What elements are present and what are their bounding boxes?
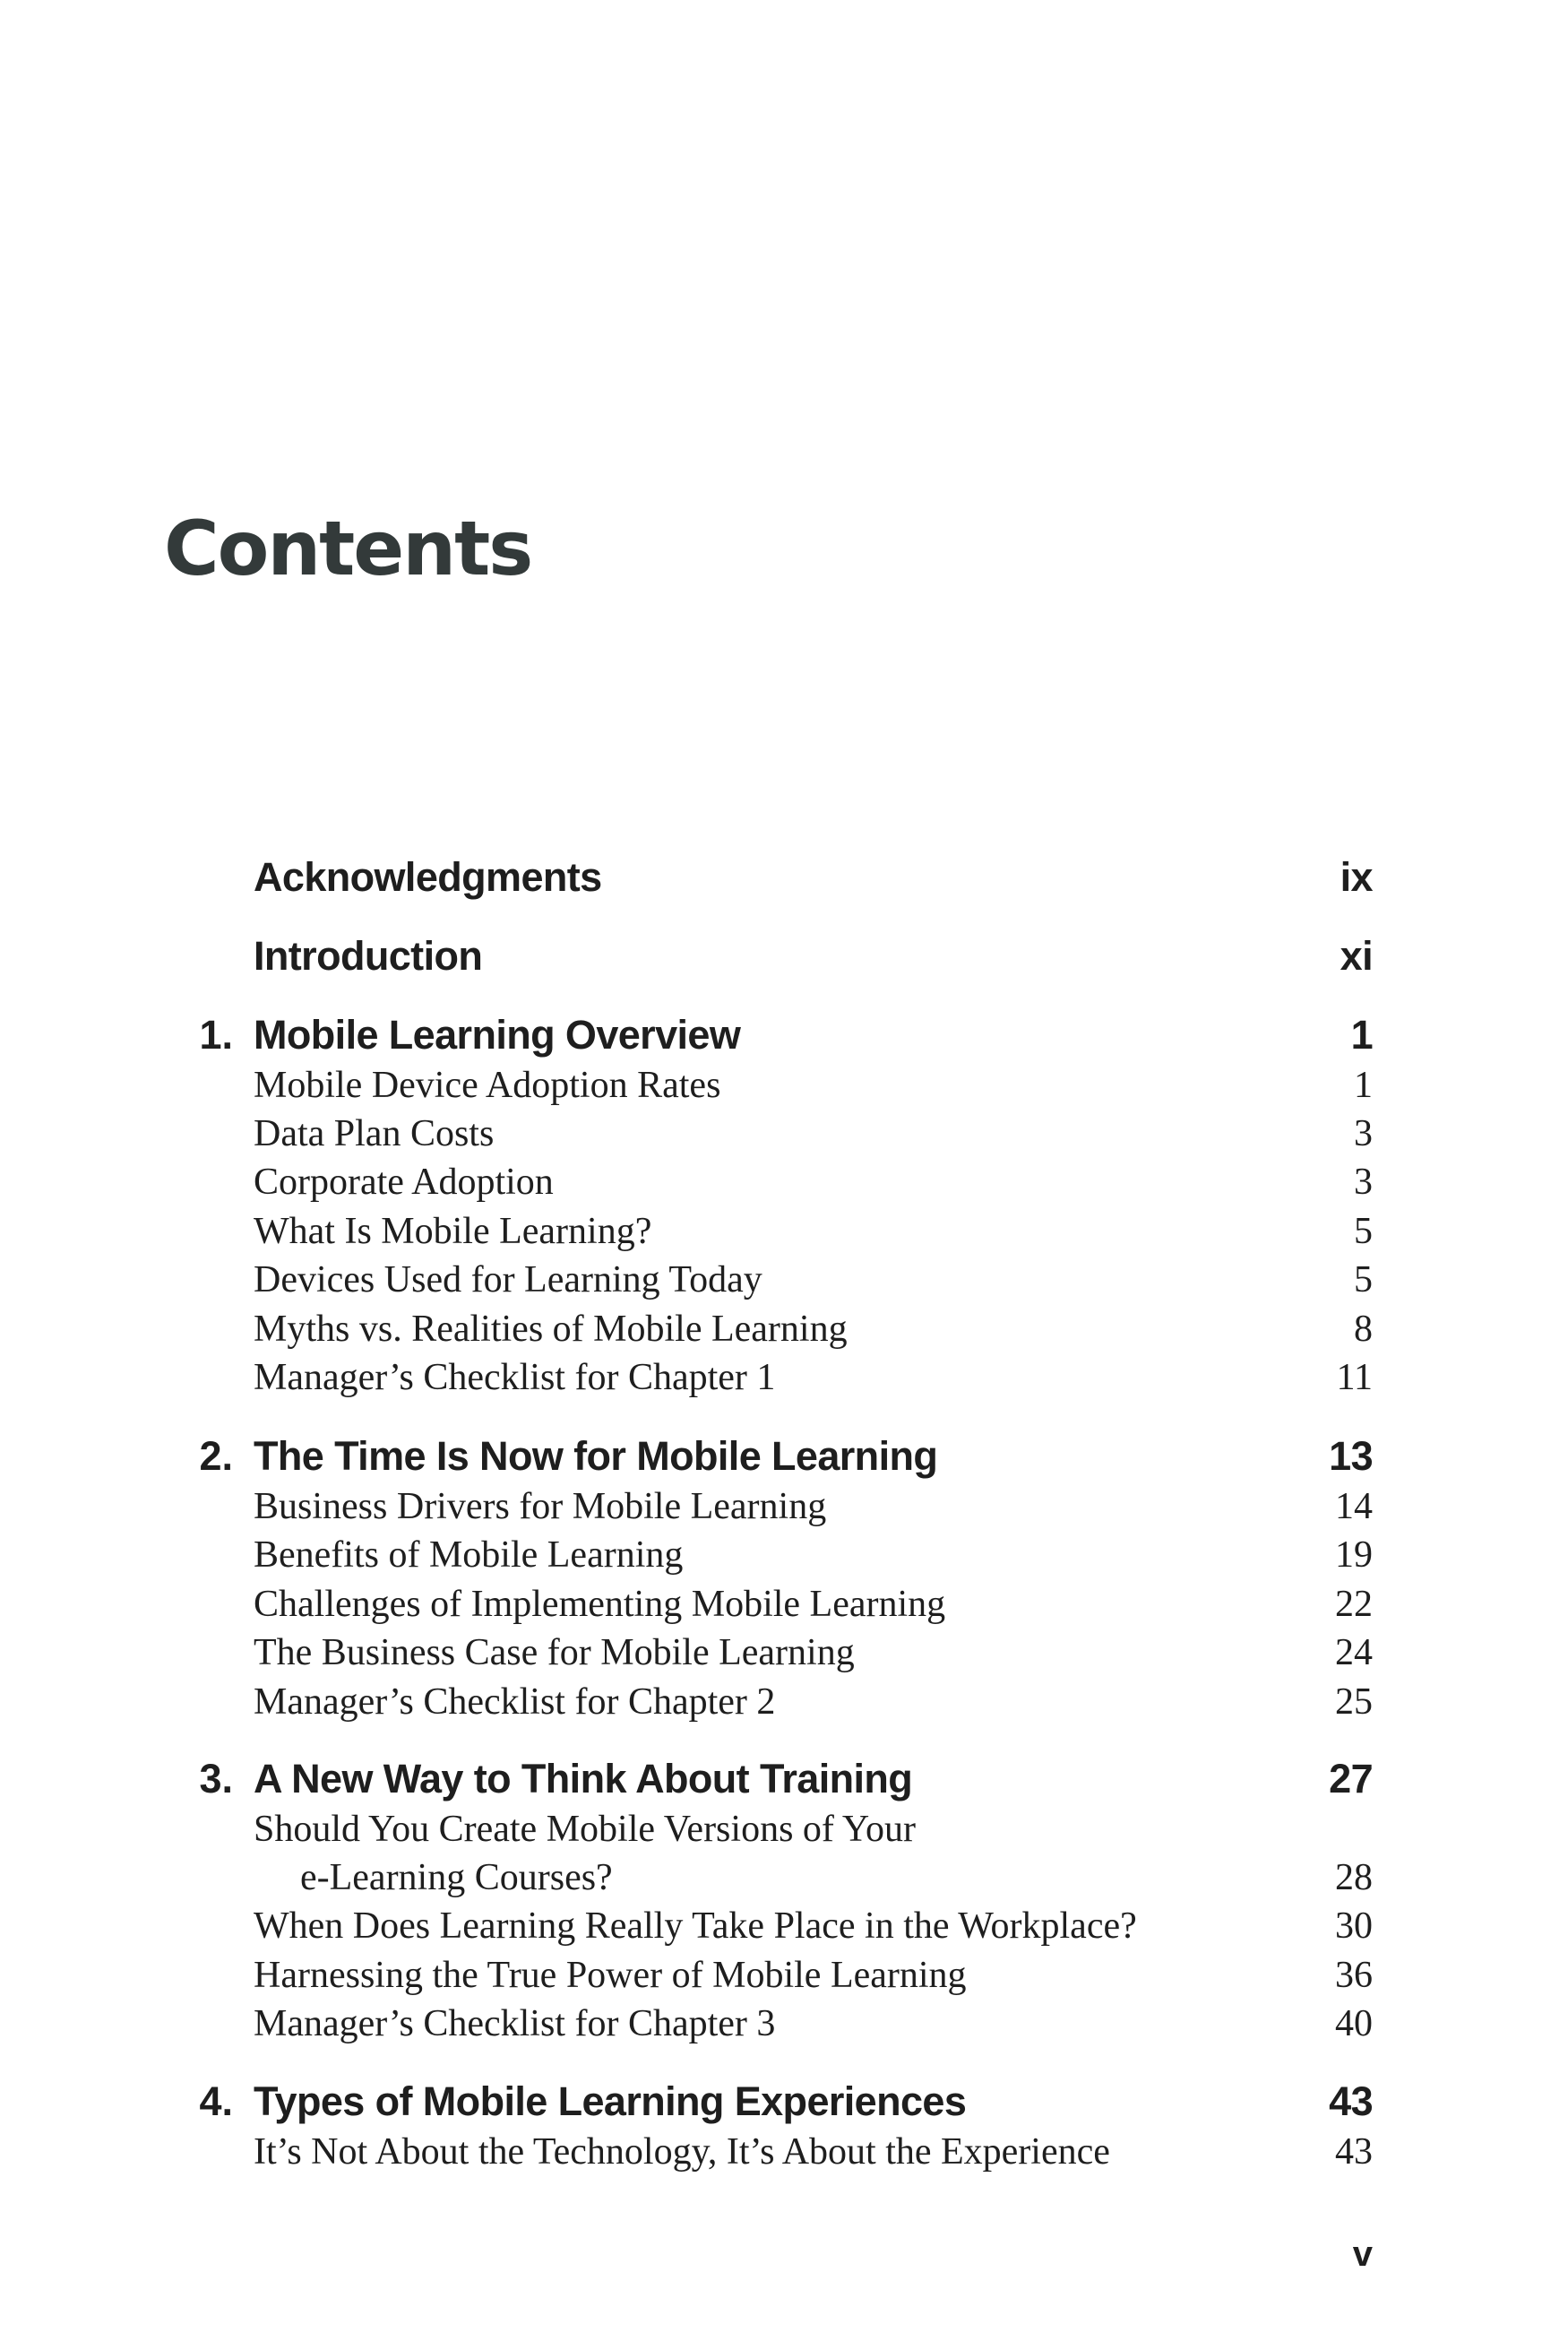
toc-section-entry <box>0 1805 1568 1855</box>
toc-section-entry <box>0 1207 1568 1257</box>
toc-entry-title: Acknowledgments <box>254 854 602 900</box>
toc-page-number: 25 <box>1335 1681 1373 1723</box>
toc-entry-title: Should You Create Mobile Versions of Your <box>254 1809 916 1850</box>
toc-entry-title: Types of Mobile Learning Experiences <box>254 2078 967 2124</box>
toc-section-entry <box>0 1353 1568 1404</box>
toc-page-number: xi <box>1340 933 1373 979</box>
toc-chapter-entry <box>0 2078 1568 2128</box>
toc-page-number: 27 <box>1329 1756 1373 1801</box>
toc-page-number: 36 <box>1335 1955 1373 1996</box>
toc-page-number: 3 <box>1354 1113 1373 1154</box>
toc-page-number: 43 <box>1329 2078 1373 2124</box>
toc-section-entry <box>0 1061 1568 1111</box>
toc-entry-title: Manager’s Checklist for Chapter 1 <box>254 1357 776 1398</box>
toc-section-entry <box>0 1158 1568 1208</box>
toc-entry-title: Devices Used for Learning Today <box>254 1259 762 1300</box>
toc-section-entry <box>0 2000 1568 2050</box>
toc-section-entry <box>0 1305 1568 1355</box>
toc-chapter-entry <box>0 1755 1568 1805</box>
toc-section-entry <box>0 1256 1568 1306</box>
toc-page-number: 43 <box>1335 2131 1373 2173</box>
toc-entry-title: Benefits of Mobile Learning <box>254 1534 684 1576</box>
toc-page-number: 30 <box>1335 1905 1373 1947</box>
toc-chapter-entry <box>0 1432 1568 1482</box>
toc-entry-title: Introduction <box>254 933 483 979</box>
toc-entry-title: What Is Mobile Learning? <box>254 1211 652 1252</box>
chapter-number: 4. <box>199 2078 233 2124</box>
toc-page-number: 1 <box>1354 1065 1373 1106</box>
toc-entry-title: Manager’s Checklist for Chapter 3 <box>254 2003 776 2044</box>
toc-section-entry <box>0 1110 1568 1160</box>
toc-section-entry <box>0 1629 1568 1679</box>
toc-chapter-entry <box>0 853 1568 903</box>
toc-page-number: 13 <box>1329 1433 1373 1479</box>
toc-entry-title: The Time Is Now for Mobile Learning <box>254 1433 938 1479</box>
toc-page-number: 5 <box>1354 1211 1373 1252</box>
toc-entry-title: Harnessing the True Power of Mobile Learning <box>254 1955 967 1996</box>
toc-page-number: 5 <box>1354 1259 1373 1300</box>
toc-entry-title: Myths vs. Realities of Mobile Learning <box>254 1309 848 1350</box>
toc-section-entry <box>0 1678 1568 1728</box>
toc-page-number: 8 <box>1354 1309 1373 1350</box>
toc-entry-title: When Does Learning Really Take Place in the Workplace? <box>254 1905 1137 1947</box>
toc-section-entry <box>0 1853 1568 1904</box>
chapter-number: 2. <box>199 1433 233 1479</box>
toc-section-entry <box>0 2128 1568 2178</box>
toc-page-number: 3 <box>1354 1162 1373 1203</box>
chapter-number: 1. <box>199 1012 233 1058</box>
toc-section-entry <box>0 1482 1568 1533</box>
toc-page-number: 40 <box>1335 2003 1373 2044</box>
toc-page-number: 22 <box>1335 1584 1373 1625</box>
toc-page-number: ix <box>1340 854 1373 900</box>
toc-section-entry <box>0 1902 1568 1952</box>
toc-page-number: 19 <box>1335 1534 1373 1576</box>
toc-page-number: 14 <box>1335 1486 1373 1527</box>
toc-entry-title: The Business Case for Mobile Learning <box>254 1632 855 1673</box>
toc-entry-title: Business Drivers for Mobile Learning <box>254 1486 827 1527</box>
toc-page-number: 1 <box>1350 1012 1373 1058</box>
chapter-number: 3. <box>199 1756 233 1801</box>
toc-chapter-entry <box>0 932 1568 982</box>
page-number: v <box>1352 2234 1373 2274</box>
toc-section-entry <box>0 1951 1568 2001</box>
toc-section-entry <box>0 1580 1568 1630</box>
toc-entry-title: Data Plan Costs <box>254 1113 495 1154</box>
toc-page-number: 11 <box>1336 1357 1373 1398</box>
toc-page-number: 24 <box>1335 1632 1373 1673</box>
toc-section-entry <box>0 1531 1568 1581</box>
toc-entry-title: A New Way to Think About Training <box>254 1756 913 1801</box>
toc-chapter-entry <box>0 1011 1568 1061</box>
toc-entry-title: Corporate Adoption <box>254 1162 554 1203</box>
toc-page-number: 28 <box>1335 1857 1373 1898</box>
toc-entry-title: It’s Not About the Technology, It’s About the Experience <box>254 2131 1110 2173</box>
toc-entry-title: Challenges of Implementing Mobile Learning <box>254 1584 946 1625</box>
toc-entry-title: Mobile Device Adoption Rates <box>254 1065 721 1106</box>
page-title: Contents <box>164 505 532 592</box>
toc-entry-title: e-Learning Courses? <box>300 1857 613 1898</box>
toc-entry-title: Manager’s Checklist for Chapter 2 <box>254 1681 776 1723</box>
toc-entry-title: Mobile Learning Overview <box>254 1012 741 1058</box>
